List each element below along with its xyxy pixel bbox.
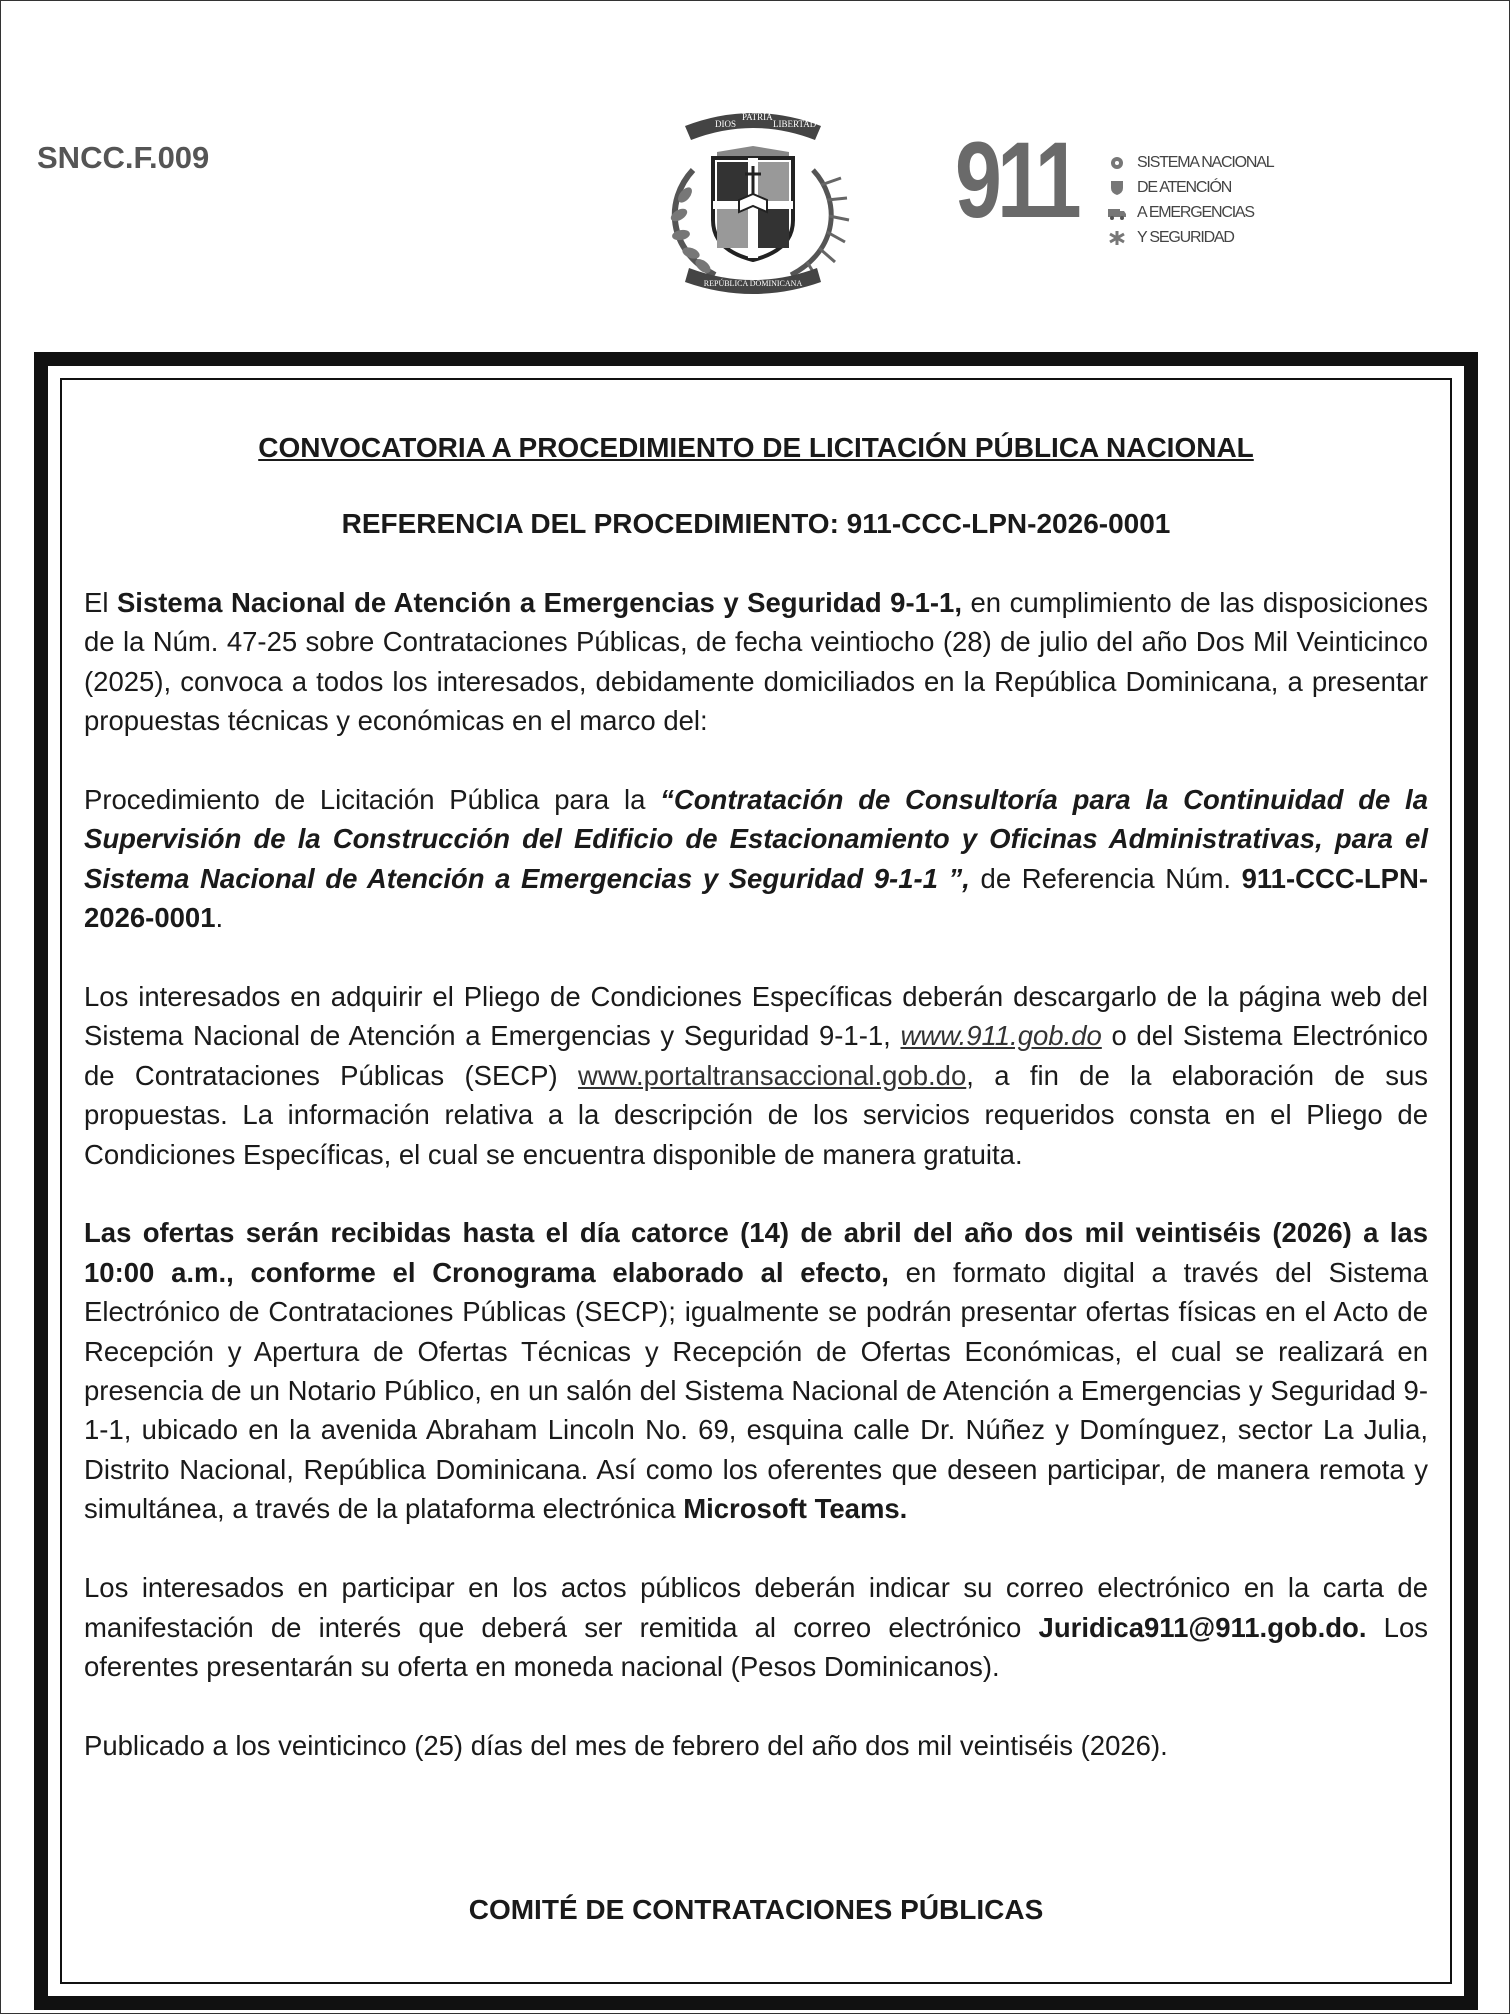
asterisk-icon: [1107, 230, 1127, 246]
notice-title: CONVOCATORIA A PROCEDIMIENTO DE LICITACIÓN PÚBLICA NACIONAL: [258, 432, 1254, 463]
notice-content: [84, 428, 1428, 1765]
paragraph-offers: Las ofertas serán recibidas hasta el día catorce (14) de abril del año dos mil veintiséis (2026) a las 10:00 a.m., conforme el Cronograma elaborado al efecto, en formato digital a través del Sistema Electrónico de Contrataciones Públicas (SECP); igualmente se podrán presentar ofertas físicas en el Acto de Recepción y Apertura de Ofertas Técnicas y Recepción de Ofertas Económicas, el cual se realizará en presencia de un Notario Público, en un salón del Sistema Nacional de Atención a Emergencias y Seguridad 9-1-1, ubicado en la avenida Abraham Lincoln No. 69, esquina calle Dr. Núñez y Domínguez, sector La Julia, Distrito Nacional, República Dominicana. Así como los oferentes que deseen participar, de manera remota y simultánea, a través de la plataforma electrónica Microsoft Teams.: [84, 1217, 1429, 1525]
motto-patria: PATRIA: [742, 112, 773, 122]
shield-icon: [1107, 180, 1127, 196]
coat-of-arms-emblem: [655, 100, 851, 295]
notice-outer-border: [34, 352, 1478, 2010]
form-code: SNCC.F.009: [37, 140, 210, 175]
logo-line-3: A EMERGENCIAS: [1137, 203, 1254, 221]
paragraph-published: Publicado a los veinticinco (25) días del mes de febrero del año dos mil veintiséis (2026).: [84, 1729, 1168, 1761]
email-juridica[interactable]: Juridica911@911.gob.do.: [1038, 1611, 1367, 1643]
logo-line-2: DE ATENCIÓN: [1137, 178, 1232, 196]
gear-icon: [1107, 155, 1127, 171]
paragraph-intro: El Sistema Nacional de Atención a Emergencias y Seguridad 9-1-1, en cumplimiento de las disposiciones de la Núm. 47-25 sobre Contrataciones Públicas, de fecha veintiocho (28) de julio del año Dos Mil Veinticinco (2025), convoca a todos los interesados, debidamente domiciliados en la República Dominicana, a presentar propuestas técnicas y económicas en el marco del:: [84, 587, 1429, 737]
logo-line-4: Y SEGURIDAD: [1137, 228, 1234, 246]
link-911-website[interactable]: www.911.gob.do: [900, 1020, 1102, 1052]
motto-libertad: LIBERTAD: [773, 119, 817, 129]
logo-line-1: SISTEMA NACIONAL: [1137, 153, 1274, 171]
committee-signature: COMITÉ DE CONTRATACIONES PÚBLICAS: [468, 1894, 1044, 1925]
notice-inner-border: [60, 378, 1452, 1984]
paragraph-email: Los interesados en participar en los actos públicos deberán indicar su correo electrónico en la carta de manifestación de interés que deberá ser remitida al correo electrónico Juridica911@911.gob.do. Los oferentes presentarán su oferta en moneda nacional (Pesos Dominicanos).: [84, 1572, 1428, 1682]
procedure-reference: REFERENCIA DEL PROCEDIMIENTO: 911-CCC-LPN-2026-0001: [341, 508, 1171, 539]
logo-911: [955, 119, 1285, 250]
logo-911-number: 911: [955, 119, 1077, 240]
paragraph-download: Los interesados en adquirir el Pliego de Condiciones Específicas deberán descargarlo de la página web del Sistema Nacional de Atención a Emergencias y Seguridad 9-1-1, www.911.gob.do o del Sistema Electrónico de Contrataciones Públicas (SECP) www.portaltransaccional.gob.do, a fin de la elaboración de sus propuestas. La información relativa a la descripción de los servicios requeridos consta en el Pliego de Condiciones Específicas, el cual se encuentra disponible de manera gratuita.: [84, 981, 1428, 1170]
motto-republica: REPÚBLICA DOMINICANA: [703, 279, 803, 288]
link-portal-transaccional[interactable]: www.portaltransaccional.gob.do: [577, 1059, 967, 1091]
ambulance-icon: [1107, 205, 1127, 221]
paragraph-procedure: Procedimiento de Licitación Pública para la “Contratación de Consultoría para la Continuidad de la Supervisión de la Construcción del Edificio de Estacionamiento y Oficinas Administrativas, para el Sistema Nacional de Atención a Emergencias y Seguridad 9-1-1 ”, de Referencia Núm. 911-CCC-LPN-2026-0001.: [84, 784, 1429, 934]
motto-dios: DIOS: [715, 119, 737, 129]
